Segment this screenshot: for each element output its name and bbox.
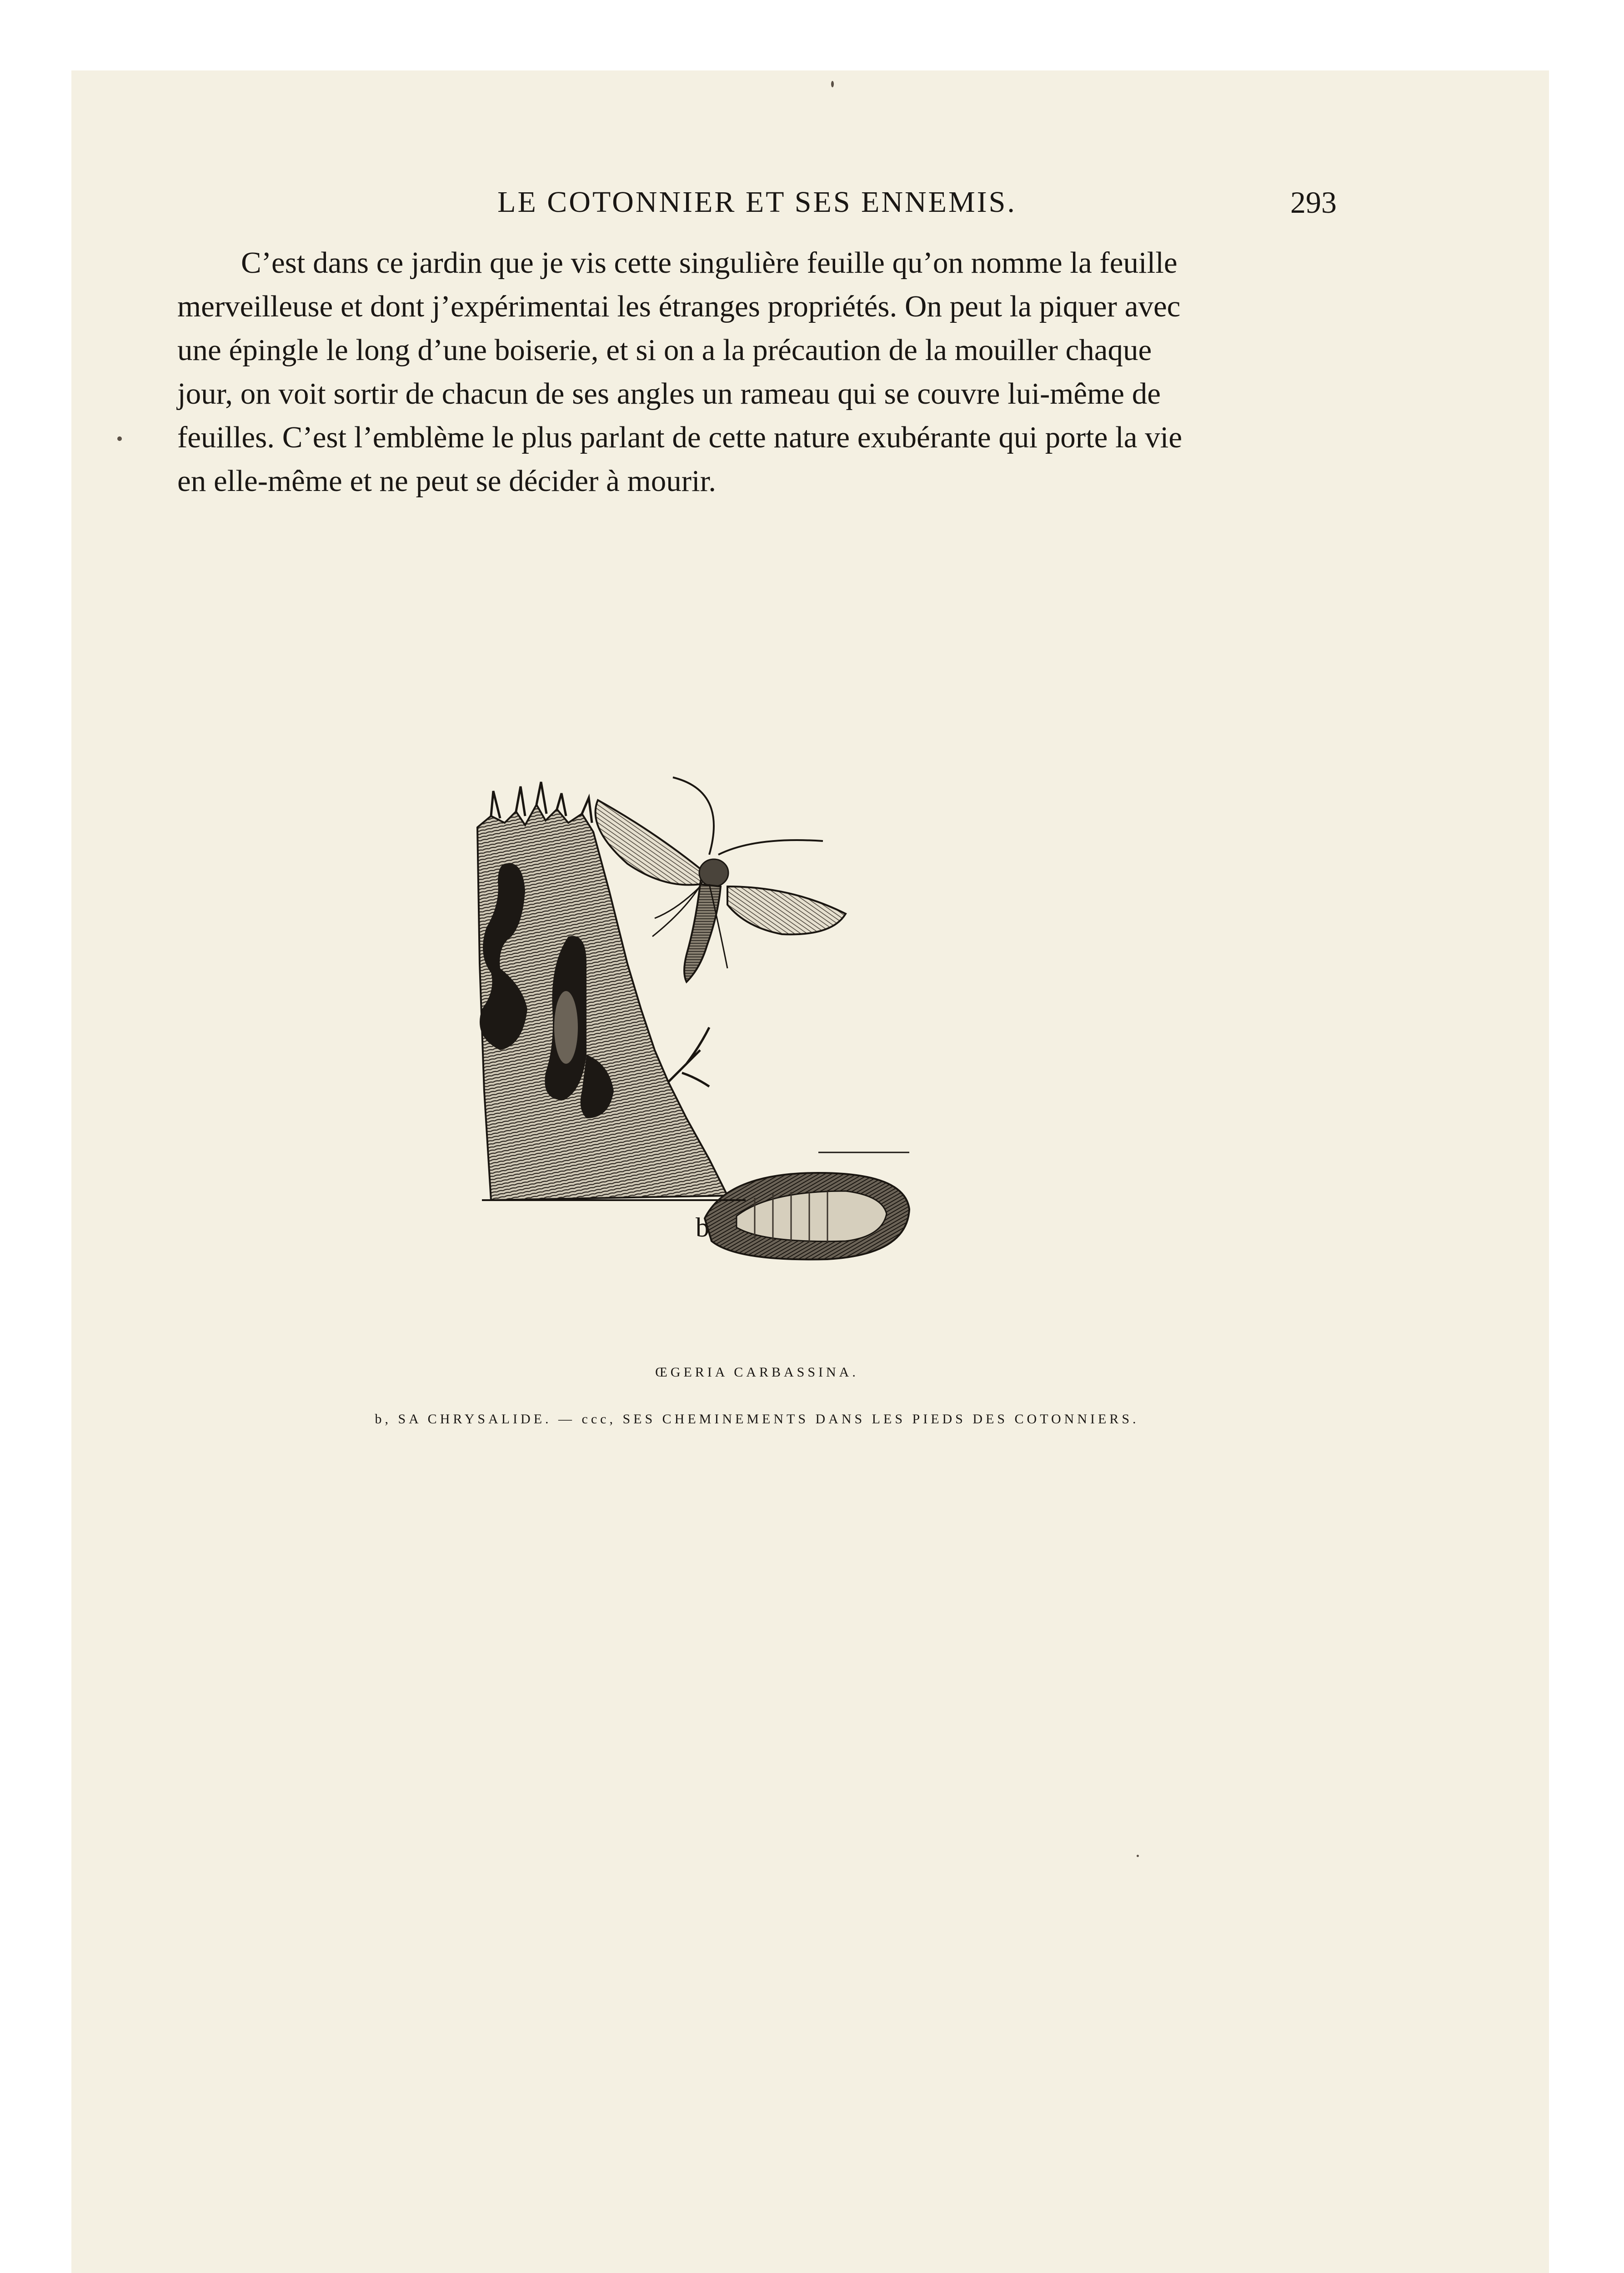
chrysalis-illustration xyxy=(705,1173,909,1260)
running-title: LE COTONNIER ET SES ENNEMIS. xyxy=(497,185,1017,219)
scan-speck xyxy=(1137,1855,1139,1857)
body-line: une épingle le long d’une boiserie, et si on a la précaution de la mouiller chaque xyxy=(177,333,1152,367)
engraving-svg xyxy=(473,773,1064,1337)
figure-caption-title: ŒGERIA CARBASSINA. xyxy=(655,1365,859,1380)
body-paragraph xyxy=(177,241,1337,503)
body-line: merveilleuse et dont j’expérimentai les étranges propriétés. On peut la piquer avec xyxy=(177,290,1181,323)
body-line: jour, on voit sortir de chacun de ses angles un rameau qui se couvre lui-même de xyxy=(177,377,1161,411)
scan-speck xyxy=(831,81,834,87)
figure-caption-legend: b, SA CHRYSALIDE. — ccc, SES CHEMINEMENTS DANS LES PIEDS DES COTONNIERS. xyxy=(375,1412,1139,1427)
body-line: C’est dans ce jardin que je vis cette singulière feuille qu’on nomme la feuille xyxy=(241,246,1178,280)
body-line: en elle-même et ne peut se décider à mourir. xyxy=(177,464,716,498)
running-head xyxy=(177,180,1337,230)
body-line: feuilles. C’est l’emblème le plus parlant de cette nature exubérante qui porte la vie xyxy=(177,421,1183,454)
page-number: 293 xyxy=(1290,185,1337,220)
scan-speck xyxy=(117,436,122,441)
moth-engraving-figure xyxy=(473,773,1064,1337)
figure-label-b: b xyxy=(696,1212,709,1242)
moth-illustration xyxy=(596,777,846,982)
